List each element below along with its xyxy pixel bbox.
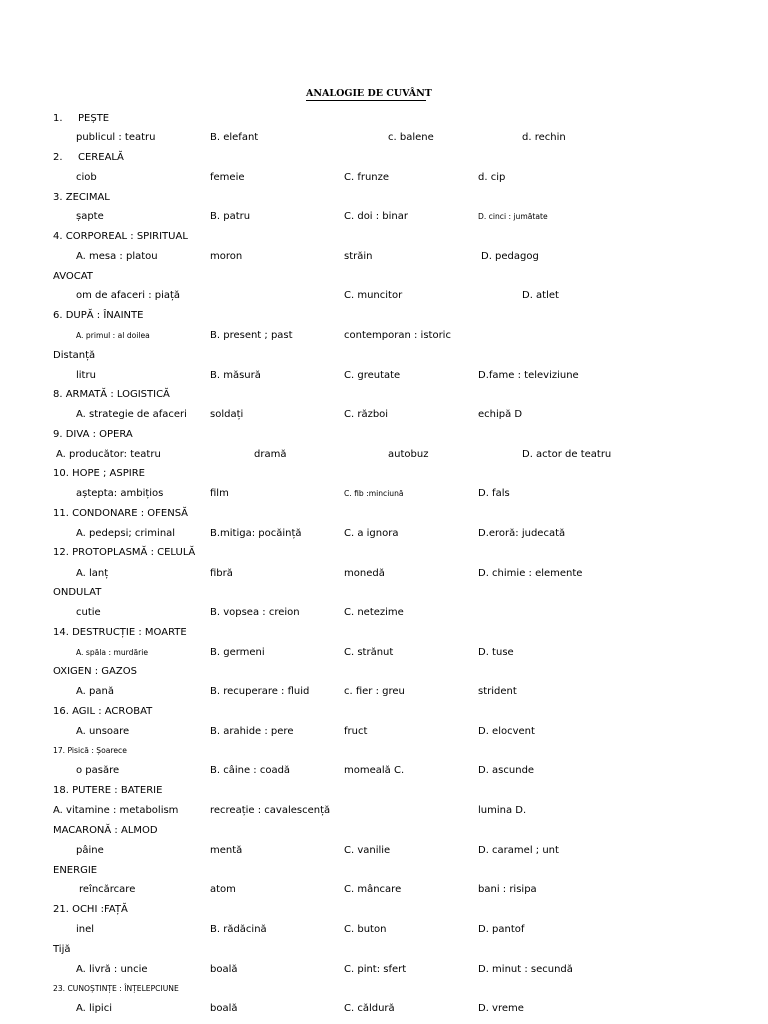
analogy-text: 6. DUPĂ : ÎNAINTE <box>53 310 144 321</box>
analogy-line <box>0 388 768 402</box>
analogy-line <box>0 546 768 560</box>
analogy-text: bani : risipa <box>478 884 537 895</box>
analogy-text: AVOCAT <box>53 271 93 282</box>
analogy-text: ONDULAT <box>53 587 102 598</box>
analogy-text: B. rădăcină <box>210 924 267 935</box>
analogy-text: ciob <box>76 172 97 183</box>
analogy-text: inel <box>76 924 95 935</box>
analogy-text: om de afaceri : piață <box>76 290 181 301</box>
analogy-text: mentă <box>210 845 243 856</box>
analogy-line <box>0 705 768 719</box>
analogy-text: C. netezime <box>344 607 404 618</box>
analogy-text: C. a ignora <box>344 528 399 539</box>
analogy-text: A. livră : uncie <box>76 964 148 975</box>
analogy-line <box>0 112 768 126</box>
analogy-text: străin <box>344 251 373 262</box>
analogy-line <box>0 270 768 284</box>
analogy-line <box>0 844 768 858</box>
analogy-line <box>0 507 768 521</box>
analogy-text: șapte <box>76 211 104 222</box>
analogy-text: echipă D <box>478 409 523 420</box>
analogy-text: C. buton <box>344 924 387 935</box>
analogy-text: 4. CORPOREAL : SPIRITUAL <box>53 231 188 242</box>
analogy-text: B. elefant <box>210 132 259 143</box>
analogy-line <box>0 1002 768 1016</box>
analogy-text: contemporan : istoric <box>344 330 451 341</box>
analogy-text: A. pană <box>76 686 114 697</box>
analogy-text: A. mesa : platou <box>76 251 158 262</box>
analogy-text: 10. HOPE ; ASPIRE <box>53 468 145 479</box>
analogy-text: A. unsoare <box>76 726 130 737</box>
analogy-text: B.mitiga: pocăință <box>210 528 302 539</box>
analogy-text: reîncărcare <box>79 884 136 895</box>
analogy-line <box>0 191 768 205</box>
analogy-text: D.fame : televiziune <box>478 370 579 381</box>
analogy-line <box>0 408 768 422</box>
analogy-text: 23. CUNOȘTINȚE : ÎNȚELEPCIUNE <box>53 984 179 993</box>
analogy-text: D. tuse <box>478 647 514 658</box>
analogy-text: c. balene <box>388 132 434 143</box>
analogy-line <box>0 824 768 838</box>
analogy-text: C. strănut <box>344 647 394 658</box>
analogy-text: D. caramel ; unt <box>478 845 559 856</box>
analogy-text: moron <box>210 251 243 262</box>
analogy-text: B. câine : coadă <box>210 765 291 776</box>
analogy-text: Distanță <box>53 350 96 361</box>
analogy-text: A. strategie de afaceri <box>76 409 187 420</box>
analogy-text: D. elocvent <box>478 726 535 737</box>
analogy-text: D. ascunde <box>478 765 535 776</box>
analogy-line <box>0 764 768 778</box>
analogy-text: 8. ARMATĂ : LOGISTICĂ <box>53 389 170 400</box>
analogy-text: D. vreme <box>478 1003 524 1014</box>
analogy-text: D. pedagog <box>481 251 539 262</box>
analogy-text: fibră <box>210 568 233 579</box>
analogy-text: recreație : cavalescență <box>210 805 331 816</box>
analogy-line <box>0 883 768 897</box>
analogy-line <box>0 725 768 739</box>
analogy-text: D. actor de teatru <box>522 449 612 460</box>
analogy-text: CEREALĂ <box>78 152 124 163</box>
analogy-text: Tijă <box>53 944 71 955</box>
analogy-text: cutie <box>76 607 101 618</box>
analogy-line <box>0 982 768 996</box>
analogy-text: C. greutate <box>344 370 401 381</box>
analogy-text: c. fier : greu <box>344 686 405 697</box>
analogy-text: B. patru <box>210 211 251 222</box>
analogy-text: 3. ZECIMAL <box>53 192 110 203</box>
analogy-text: d. rechin <box>522 132 566 143</box>
analogy-text: A. spăla : murdărie <box>76 648 149 657</box>
analogy-line <box>0 665 768 679</box>
analogy-line <box>0 250 768 264</box>
analogy-text: C. vanilie <box>344 845 391 856</box>
analogy-text: dramă <box>254 449 287 460</box>
analogy-line <box>0 428 768 442</box>
analogy-line <box>0 467 768 481</box>
analogy-text: B. arahide : pere <box>210 726 294 737</box>
analogy-line <box>0 349 768 363</box>
analogy-line <box>0 369 768 383</box>
analogy-text: pâine <box>76 845 104 856</box>
analogy-text: 14. DESTRUCȚIE : MOARTE <box>53 627 187 638</box>
analogy-text: 2. <box>53 152 63 163</box>
analogy-text: ENERGIE <box>53 865 98 876</box>
analogy-text: 9. DIVA : OPERA <box>53 429 133 440</box>
analogy-line <box>0 151 768 165</box>
analogy-text: PEȘTE <box>78 113 110 124</box>
analogy-text: D. chimie : elemente <box>478 568 583 579</box>
analogy-text: D. pantof <box>478 924 525 935</box>
analogy-text: 21. OCHI :FAȚĂ <box>53 904 128 915</box>
analogy-line <box>0 943 768 957</box>
analogy-text: C. muncitor <box>344 290 403 301</box>
analogy-text: D. minut : secundă <box>478 964 573 975</box>
analogy-text: D. cinci : jumătate <box>478 212 548 221</box>
analogy-text: A. producător: teatru <box>56 449 161 460</box>
analogy-text: monedă <box>344 568 385 579</box>
analogy-line <box>0 784 768 798</box>
analogy-text: A. primul : al doilea <box>76 331 150 340</box>
analogy-text: boală <box>210 964 238 975</box>
analogy-text: C. doi : binar <box>344 211 409 222</box>
analogy-text: B. vopsea : creion <box>210 607 300 618</box>
analogy-text: D.eroră: judecată <box>478 528 566 539</box>
analogy-text: B. germeni <box>210 647 265 658</box>
analogy-text: B. present ; past <box>210 330 293 341</box>
analogy-text: atom <box>210 884 236 895</box>
analogy-text: d. cip <box>478 172 506 183</box>
analogy-line <box>0 329 768 343</box>
analogy-line <box>0 646 768 660</box>
analogy-text: C. frunze <box>344 172 390 183</box>
analogy-line <box>0 131 768 145</box>
analogy-line <box>0 567 768 581</box>
analogy-text: D. fals <box>478 488 510 499</box>
analogy-text: 11. CONDONARE : OFENSĂ <box>53 508 188 519</box>
analogy-text: 1. <box>53 113 63 124</box>
analogy-text: momeală C. <box>344 765 405 776</box>
analogy-line <box>0 527 768 541</box>
analogy-text: fruct <box>344 726 368 737</box>
analogy-line <box>0 171 768 185</box>
analogy-text: B. măsură <box>210 370 261 381</box>
analogy-line <box>0 487 768 501</box>
analogy-line <box>0 626 768 640</box>
analogy-text: A. lipici <box>76 1003 112 1014</box>
analogy-text: soldați <box>210 409 244 420</box>
analogy-text: 12. PROTOPLASMĂ : CELULĂ <box>53 547 196 558</box>
analogy-line <box>0 864 768 878</box>
analogy-line <box>0 230 768 244</box>
analogy-line <box>0 923 768 937</box>
analogy-text: autobuz <box>388 449 429 460</box>
analogy-line <box>0 744 768 758</box>
analogy-line <box>0 586 768 600</box>
analogy-text: C. fib :minciună <box>344 489 404 498</box>
analogy-text: 17. Pisică : Șoarece <box>53 746 127 755</box>
analogy-text: C. mâncare <box>344 884 402 895</box>
analogy-line <box>0 963 768 977</box>
document-title: ANALOGIE DE CUVÂNT <box>306 88 432 99</box>
analogy-text: boală <box>210 1003 238 1014</box>
analogy-line <box>0 289 768 303</box>
analogy-text: C. căldură <box>344 1003 395 1014</box>
analogy-line <box>0 903 768 917</box>
analogy-line <box>0 685 768 699</box>
analogy-text: A. vitamine : metabolism <box>53 805 179 816</box>
analogy-text: MACARONĂ : ALMOD <box>53 825 158 836</box>
analogy-text: 18. PUTERE : BATERIE <box>53 785 163 796</box>
analogy-text: film <box>210 488 229 499</box>
analogy-text: strident <box>478 686 517 697</box>
analogy-text: 16. AGIL : ACROBAT <box>53 706 153 717</box>
analogy-text: C. război <box>344 409 389 420</box>
analogy-text: publicul : teatru <box>76 132 156 143</box>
analogy-text: litru <box>76 370 96 381</box>
analogy-text: C. pint: sfert <box>344 964 407 975</box>
analogy-text: A. pedepsi; criminal <box>76 528 176 539</box>
analogy-text: OXIGEN : GAZOS <box>53 666 137 677</box>
analogy-text: o pasăre <box>76 765 120 776</box>
analogy-line <box>0 448 768 462</box>
analogy-text: A. lanț <box>76 568 109 579</box>
analogy-text: aștepta: ambițios <box>76 488 164 499</box>
analogy-line <box>0 309 768 323</box>
analogy-text: femeie <box>210 172 245 183</box>
analogy-text: lumina D. <box>478 805 527 816</box>
analogy-text: D. atlet <box>522 290 559 301</box>
analogy-line <box>0 606 768 620</box>
analogy-text: B. recuperare : fluid <box>210 686 310 697</box>
analogy-line <box>0 804 768 818</box>
analogy-line <box>0 210 768 224</box>
